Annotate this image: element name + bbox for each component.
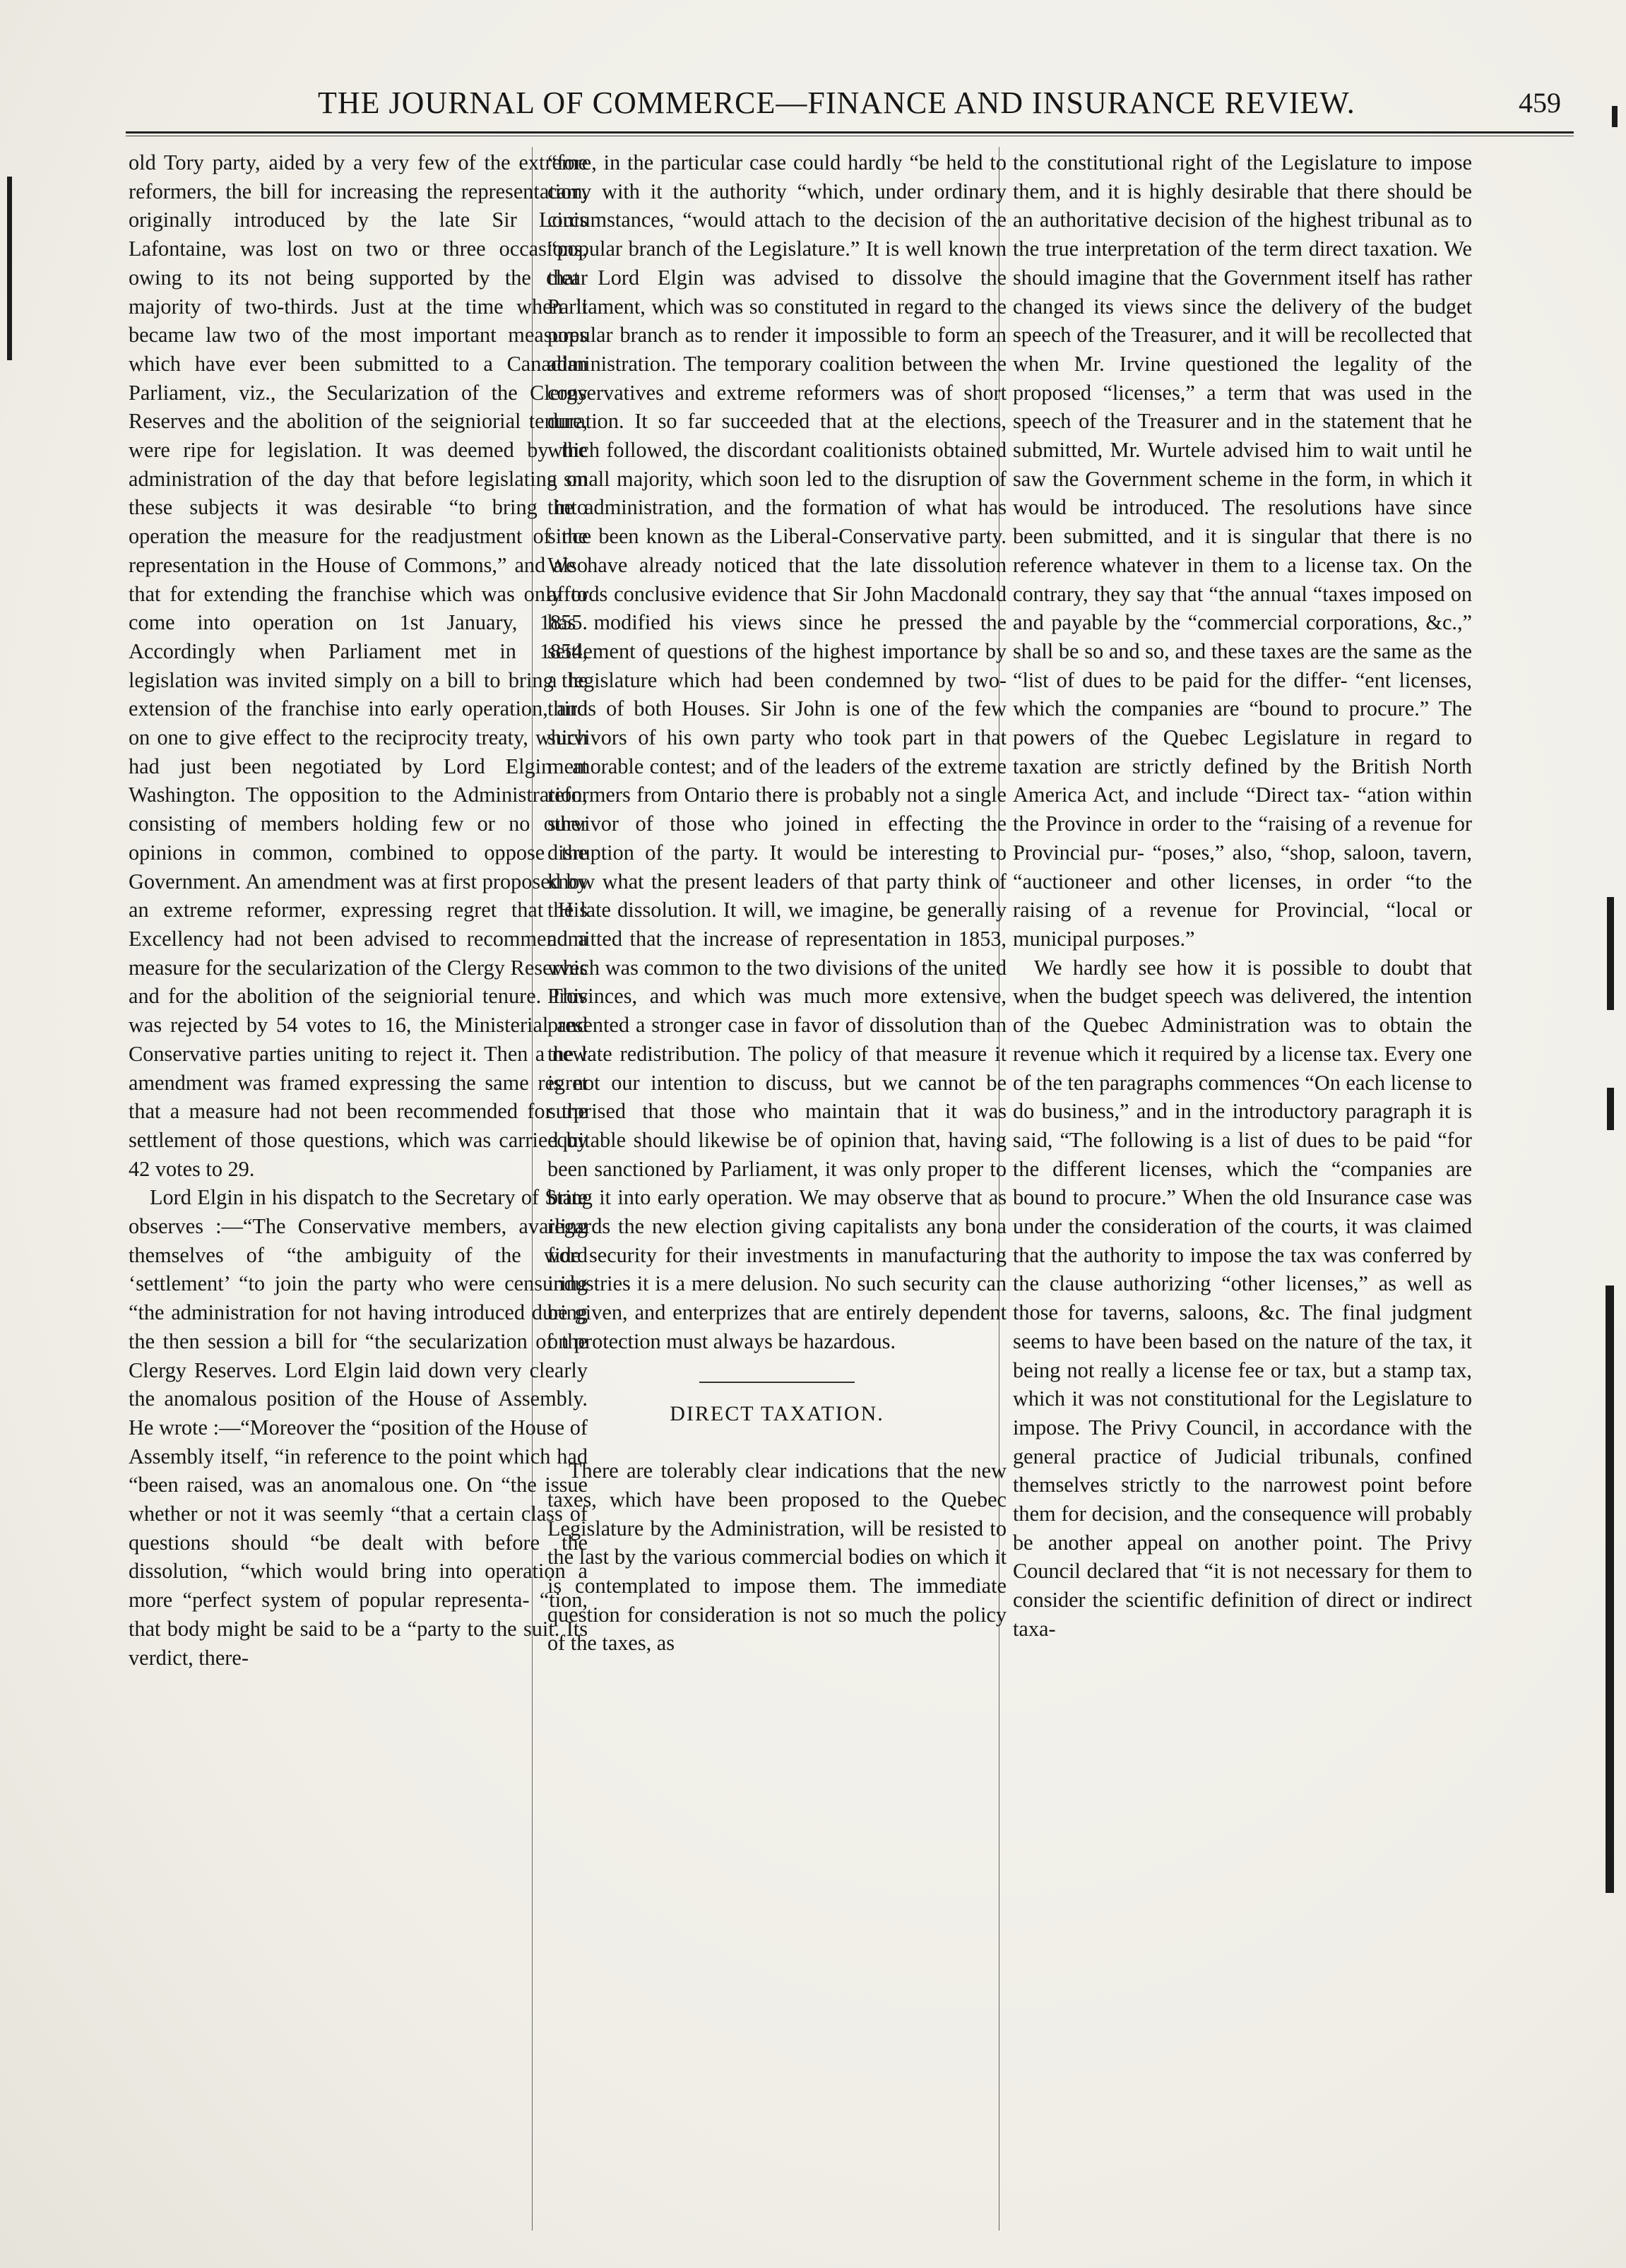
- column-3: [1013, 148, 1472, 2218]
- margin-mark: [1606, 1286, 1614, 1893]
- article-paragraph: old Tory party, aided by a very few of the extreme reformers, the bill for increasing the representation, originally introduced by the late Sir Louis Lafontaine, was lost on two or three occasions, owing to its not being supported by the clear majority of two-thirds. Just at the time when it became law two of the most important measures which have ever been submitted to a Canadian Parliament, viz., the Secularization of the Clergy Reserves and the abolition of the seigniorial tenure, were ripe for legislation. It was deemed by the administration of the day that before legislating on these subjects it was desirable “to bring into operation the measure for the readjustment of the representation in the House of Commons,” and also that for extending the franchise which was only to come into operation on 1st January, 1855. Accordingly when Parliament met in 1854, legislation was invited simply on a bill to bring the extension of the franchise into early operation, and on one to give effect to the reciprocity treaty, which had just been negotiated by Lord Elgin at Washington. The opposition to the Administration, consisting of members holding few or no other opinions in common, combined to oppose the Government. An amendment was at first proposed by an extreme reformer, expressing regret that His Excellency had not been advised to recommend a measure for the secularization of the Clergy Reserves and for the abolition of the seigniorial tenure. This was rejected by 54 votes to 16, the Ministerial and Conservative parties uniting to reject it. Then a new amendment was framed expressing the same regret that a measure had not been recommended for the settlement of those questions, which was carried by 42 votes to 29.: [129, 150, 588, 1181]
- page-header: [106, 79, 1589, 143]
- article-paragraph: “fore, in the particular case could hardly “be held to carry with it the authority “which, under ordinary circumstances, “would attach to the decision of the “popular branch of the Legislature.” It is well known that Lord Elgin was advised to dissolve the Parliament, which was so constituted in regard to the popular branch as to render it impossible to form an administration. The temporary coalition between the conservatives and extreme reformers was of short duration. It so far succeeded that at the elections, which followed, the discordant coalitionists obtained a small majority, which soon led to the disruption of the administration, and the formation of what has since been known as the Liberal-Conservative party. We have already noticed that the late dissolution affords conclusive evidence that Sir John Macdonald has modified his views since he pressed the settlement of questions of the highest importance by a legislature which had been condemned by two-thirds of both Houses. Sir John is one of the few survivors of his own party who took part in that memorable contest; and of the leaders of the extreme reformers from Ontario there is probably not a single survivor of those who joined in effecting the disruption of the party. It would be interesting to know what the present leaders of that party think of the late dissolution. It will, we imagine, be generally admitted that the increase of representation in 1853, which was common to the two divisions of the united Provinces, and which was much more extensive, presented a stronger case in favor of dissolution than the late redistribution. The policy of that measure it is not our intention to discuss, but we cannot be surprised that those who maintain that it was equitable should likewise be of opinion that, having been sanctioned by Parliament, it was only proper to bring it into early operation. We may observe that as regards the new election giving capitalists any bona fide security for their investments in manufacturing industries it is a mere delusion. No such security can be given, and enterprizes that are entirely dependent on protection must always be hazardous.: [547, 150, 1007, 1353]
- article-paragraph: Lord Elgin in his dispatch to the Secretary of State observes :—“The Conservative members, availing themselves of “the ambiguity of the word ‘settlement’ “to join the party who were censuring “the administration for not having introduced during the then session a bill for “the secularization of the Clergy Reserves. Lord Elgin laid down very clearly the anomalous position of the House of Assembly. He wrote :—“Moreover the “position of the House of Assembly itself, “in reference to the point which had “been raised, was an anomalous one. On “the issue whether or not it was seemly “that a certain class of questions should “be dealt with before the dissolution, “which would bring into operation a more “perfect system of popular representa- “tion, that body might be said to be a “party to the suit. Its verdict, there-: [129, 1185, 588, 1670]
- margin-mark: [1607, 1088, 1614, 1130]
- margin-mark: [1607, 897, 1614, 1010]
- margin-mark: [7, 177, 12, 360]
- page-number: 459: [1519, 87, 1561, 119]
- section-divider: [699, 1382, 855, 1383]
- article-paragraph: We hardly see how it is possible to doubt that when the budget speech was delivered, the intention of the Quebec Administration was to obtain the revenue which it required by a license tax. Every one of the ten paragraphs commences “On each license to do business,” and in the introductory paragraph it is said, “The following is a list of dues to be paid “for the different licenses, which the “companies are bound to procure.” When the old Insurance case was under the consideration of the courts, it was claimed that the authority to impose the tax was conferred by the clause authorizing “other licenses,” as well as those for taverns, saloons, &c. The final judgment seems to have been based on the nature of the tax, it being not really a license fee or tax, but a stamp tax, which it was not constitutional for the Legislature to impose. The Privy Council, in accordance with the general practice of Judicial tribunals, confined themselves strictly to the narrowest point before them for decision, and the consequence will probably be another appeal on another point. The Privy Council declared that “it is not necessary for them to consider the scientific definition of direct or indirect taxa-: [1013, 955, 1472, 1641]
- article-paragraph: the constitutional right of the Legislature to impose them, and it is highly desirable that there should be an authoritative decision of the highest tribunal as to the true interpretation of the term direct taxation. We should imagine that the Government itself has rather changed its views since the delivery of the budget speech of the Treasurer, and it will be recollected that when Mr. Irvine questioned the legality of the proposed “licenses,” a term that was used in the speech of the Treasurer and in the statement that he submitted, Mr. Wurtele advised him to wait until he saw the Government scheme in the form, in which it would be introduced. The resolutions have since been submitted, and it is singular that there is no reference whatever in them to a license tax. On the contrary, they say that “the annual “taxes imposed on and payable by the “commercial corporations, &c.,” shall be so and so, and these taxes are the same as the “list of dues to be paid for the differ- “ent licenses, which the companies are “bound to procure.” The powers of the Quebec Legislature in regard to taxation are strictly defined by the British North America Act, and include “Direct tax- “ation within the Province in order to the “raising of a revenue for Provincial pur- “poses,” also, “shop, saloon, tavern, “auctioneer and other licenses, in order “to the raising of a revenue for Provincial, “local or municipal purposes.”: [1013, 150, 1472, 951]
- section-heading: DIRECT TAXATION.: [670, 1401, 884, 1425]
- column-2: [547, 148, 1007, 2218]
- margin-mark: [1612, 106, 1618, 127]
- header-rule: [126, 131, 1574, 136]
- journal-title: THE JOURNAL OF COMMERCE—FINANCE AND INSURANCE REVIEW.: [318, 85, 1355, 120]
- column-1: [129, 148, 588, 2218]
- article-paragraph: There are tolerably clear indications that the new taxes, which have been proposed to the Quebec Legislature by the Administration, will be resisted to the last by the various commercial bodies on which it is contemplated to impose them. The immediate question for consideration is not so much the policy of the taxes, as: [547, 1459, 1007, 1656]
